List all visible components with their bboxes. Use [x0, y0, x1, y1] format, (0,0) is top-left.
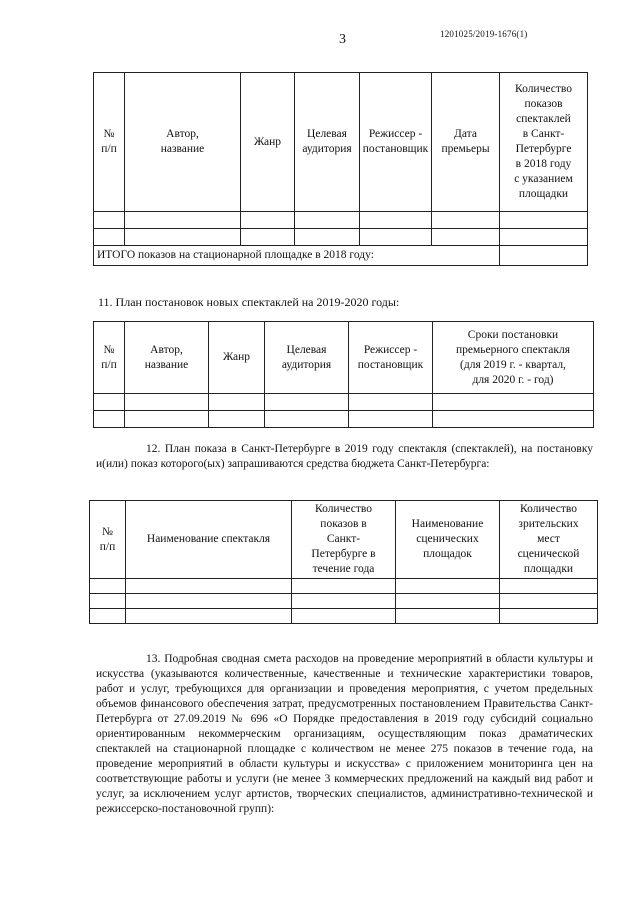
page-number: 3 — [339, 32, 346, 47]
header-line: п/п — [101, 143, 117, 155]
section-12-heading: 12. План показа в Санкт-Петербурге в 2019 году спектакля (спектаклей), на постановку и(или) показ которого(ых) запрашиваются средства бюджета Санкт-Петербурга: — [96, 443, 593, 470]
col-header-author — [125, 322, 209, 394]
table-header-row — [90, 501, 598, 579]
total-label: ИТОГО показов на стационарной площадке в 2018 году: — [94, 246, 500, 266]
header-line: аудитория — [281, 358, 332, 371]
header-line: премьерного спектакля — [455, 343, 571, 356]
header-line: сценических — [416, 533, 479, 545]
header-line: № — [103, 343, 115, 356]
header-line: постановщик — [362, 143, 429, 155]
header-line: Автор, — [166, 128, 199, 140]
header-line: п/п — [101, 358, 117, 371]
header-line: Автор, — [150, 343, 183, 356]
table-row — [94, 394, 594, 411]
header-line: площадки — [523, 563, 574, 575]
col-header-audience — [295, 73, 360, 212]
header-line: аудитория — [302, 143, 352, 155]
header-line: Режиссер - — [363, 343, 418, 356]
header-line: Наименование спектакля — [146, 533, 271, 545]
header-line: Количество — [315, 503, 372, 515]
header-line: в Санкт- — [522, 128, 565, 140]
col-header-number — [94, 322, 125, 394]
header-line: зрительских — [518, 518, 579, 530]
table-show-plan-2019 — [89, 500, 598, 624]
table-header-row — [94, 322, 594, 394]
table-row — [90, 594, 598, 609]
header-line: в 2018 году — [515, 158, 572, 170]
header-line: показов в — [320, 518, 367, 530]
header-line: Сроки постановки — [467, 328, 559, 341]
col-header-director — [360, 73, 432, 212]
header-line: Режиссер - — [368, 128, 423, 140]
header-line: Петербурге — [515, 143, 572, 155]
header-line: Целевая — [286, 343, 327, 356]
col-header-premiere-terms — [433, 322, 594, 394]
document-id: 1201025/2019-1676(1) — [440, 29, 528, 39]
header-line: для 2020 г. - год) — [472, 373, 554, 386]
total-value — [500, 246, 588, 266]
header-line: Целевая — [307, 128, 347, 140]
col-header-number — [90, 501, 126, 579]
table-row — [90, 609, 598, 624]
table-total-row — [94, 246, 588, 266]
header-line: № — [102, 525, 113, 538]
header-line: Жанр — [253, 135, 282, 148]
header-line: площадки — [518, 188, 569, 200]
col-header-audience — [265, 322, 349, 394]
table-header-row — [94, 73, 588, 212]
col-header-premiere-date — [432, 73, 500, 212]
header-line: премьеры — [441, 143, 490, 155]
col-header-venues — [396, 501, 500, 579]
col-header-show-count — [500, 73, 588, 212]
table-row — [94, 411, 594, 428]
header-line: течение года — [312, 563, 375, 575]
header-line: площадок — [423, 548, 472, 560]
header-line: п/п — [99, 540, 116, 553]
header-line: № — [103, 128, 115, 140]
col-header-author — [125, 73, 241, 212]
section-11-heading: 11. План постановок новых спектаклей на 2019-2020 годы: — [98, 295, 400, 309]
table-row — [94, 212, 588, 229]
section-13-paragraph: 13. Подробная сводная смета расходов на проведение мероприятий в области культуры и искусства (указываются количественные, качественные и технические характеристики товаров, работ и услуг, требующихся для организации и проведения мероприятия, с учетом предельных объемов финансового обеспечения затрат, предусмотренных постановлением Правительства Санкт-Петербурга от 27.09.2019 № 696 «О Порядке предоставления в 2019 году субсидий социально ориентированным некоммерческим организациям, осуществляющим показ драматических спектаклей на стационарной площадке с количеством не менее 275 показов в течение года, на проведение мероприятий в области культуры и искусства» с приложением мониторинга цен на соответствующие работы и услуги (не менее 3 коммерческих предложений на каждый вид работ и услуг, за исключением услуг артистов, творческих специалистов, административно-технической и режиссерско-постановочной групп): — [96, 653, 593, 815]
table-row — [94, 229, 588, 246]
header-line: Петербурге в — [311, 548, 376, 560]
col-header-show-count — [292, 501, 396, 579]
table-new-productions — [93, 321, 594, 428]
header-line: сценической — [517, 548, 580, 560]
table-row — [90, 579, 598, 594]
header-line: Количество — [515, 83, 572, 95]
header-line: (для 2019 г. - квартал, — [460, 358, 566, 371]
header-line: мест — [537, 533, 560, 545]
header-line: Количество — [520, 503, 577, 515]
col-header-title — [126, 501, 292, 579]
header-line: постановщик — [357, 358, 424, 371]
header-line: Дата — [454, 128, 477, 140]
col-header-number — [94, 73, 125, 212]
header-line: название — [144, 358, 189, 371]
header-line: с указанием — [514, 173, 573, 185]
col-header-genre — [209, 322, 265, 394]
header-line: Санкт- — [326, 533, 361, 545]
col-header-genre — [241, 73, 295, 212]
header-line: название — [160, 143, 205, 155]
header-line: спектаклей — [516, 113, 571, 125]
table-shows-2018 — [93, 72, 588, 266]
header-line: Наименование — [411, 518, 484, 530]
header-line: показов — [524, 98, 563, 110]
header-line: Жанр — [222, 351, 251, 363]
col-header-seats — [500, 501, 598, 579]
col-header-director — [349, 322, 433, 394]
